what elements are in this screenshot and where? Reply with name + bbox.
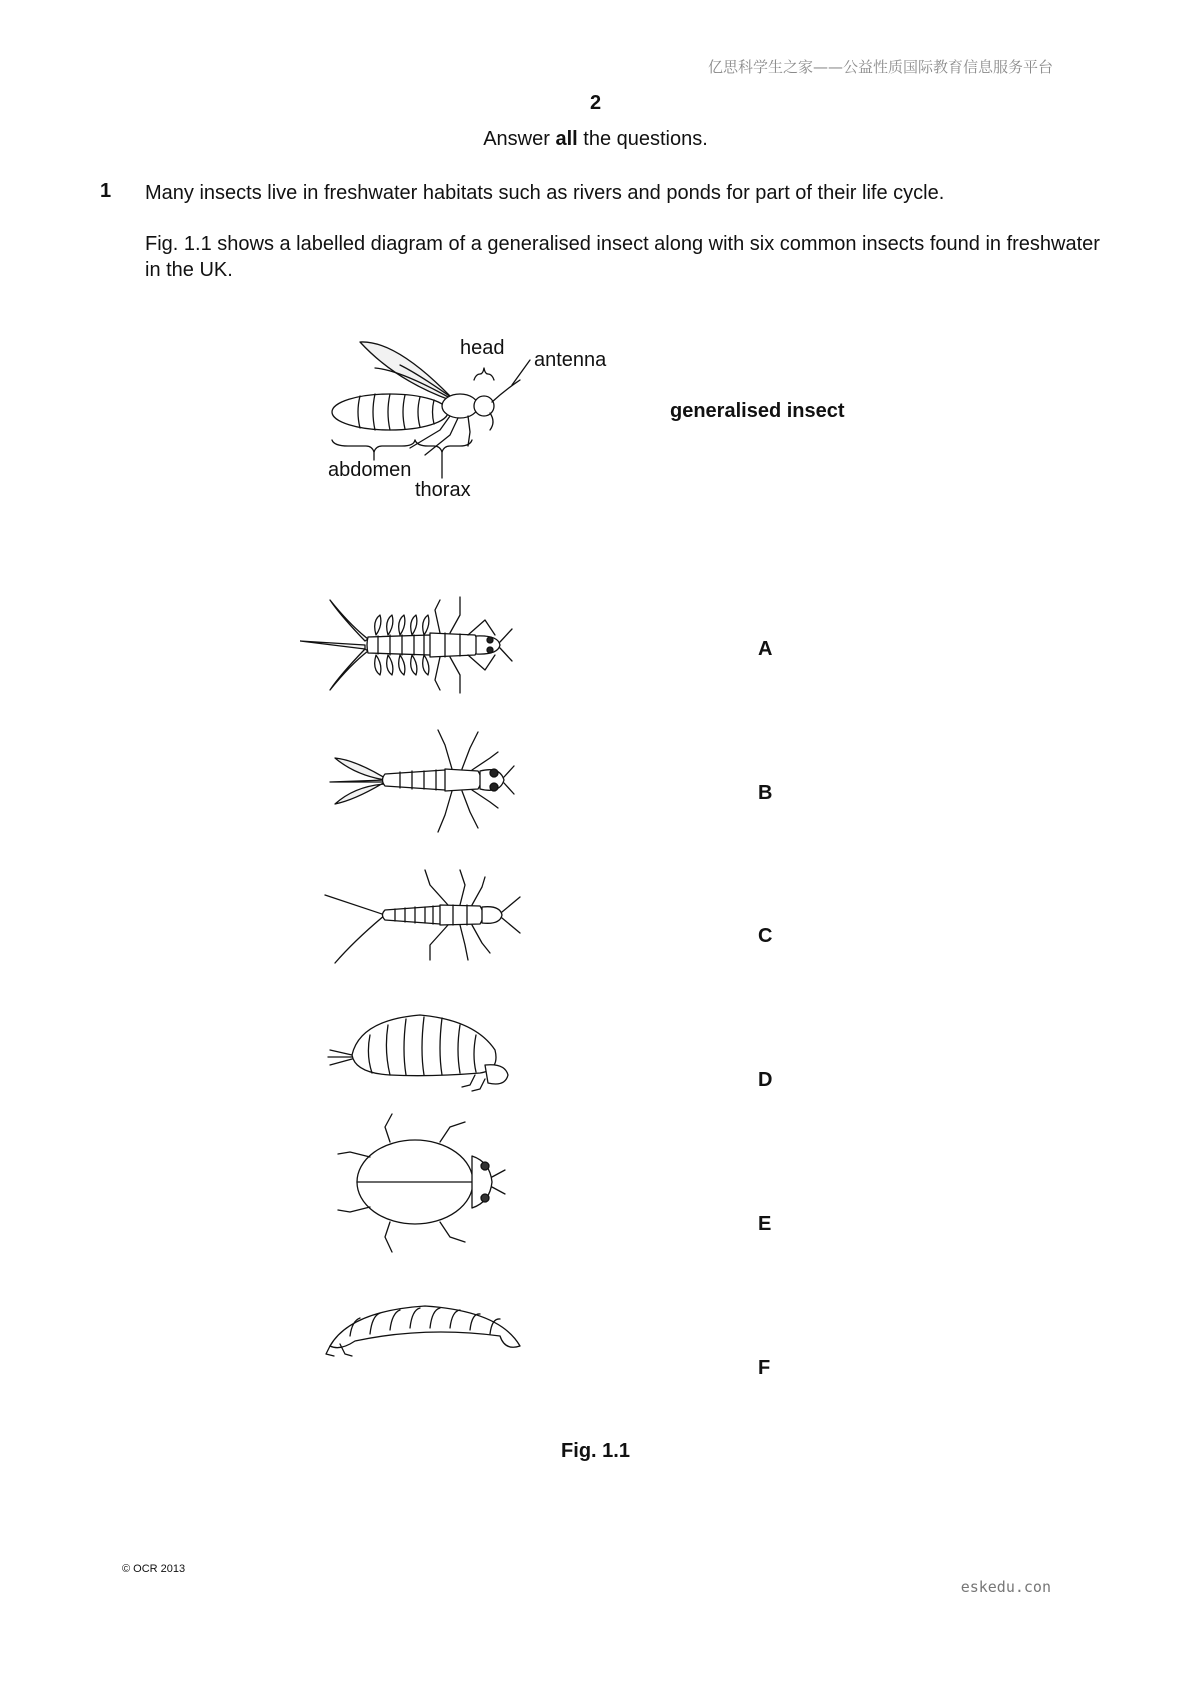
label-insect-c: C — [758, 925, 773, 947]
question-text-1: Many insects live in freshwater habitats such as rivers and ponds for part of their life cycle. — [145, 182, 945, 204]
question-text-2: Fig. 1.1 shows a labelled diagram of a generalised insect along with six common insects found in freshwater in the UK. — [145, 233, 1100, 281]
label-insect-d: D — [758, 1069, 773, 1091]
instruction-bold: all — [555, 128, 578, 150]
instruction — [0, 128, 1191, 151]
site-text: eskedu.con — [960, 1578, 1051, 1596]
antenna-leader — [512, 360, 530, 385]
insect-b-drawing — [330, 730, 514, 832]
question-number: 1 — [100, 180, 112, 202]
copyright-text: © OCR 2013 — [122, 1563, 186, 1575]
figure-caption: Fig. 1.1 — [561, 1440, 630, 1462]
instruction-post: the questions. — [577, 128, 708, 150]
abdomen-brace — [332, 440, 415, 452]
label-insect-f: F — [758, 1357, 771, 1379]
insect-e-drawing — [338, 1114, 505, 1252]
insect-f-drawing — [326, 1306, 520, 1356]
insect-c-drawing — [325, 870, 520, 963]
label-thorax: thorax — [415, 479, 471, 501]
page-number: 2 — [589, 92, 602, 114]
figure-insects — [300, 320, 700, 1420]
label-antenna: antenna — [534, 349, 607, 371]
label-insect-b: B — [758, 782, 773, 804]
generalised-insect-label: generalised insect — [670, 400, 845, 422]
insect-a-drawing — [300, 597, 512, 693]
label-insect-a: A — [758, 638, 773, 660]
watermark-text: 亿思科学生之家——公益性质国际教育信息服务平台 — [707, 58, 1053, 76]
instruction-pre: Answer — [483, 128, 556, 150]
label-abdomen: abdomen — [328, 459, 412, 481]
label-insect-e: E — [758, 1213, 772, 1235]
thorax-brace — [415, 440, 472, 452]
insect-d-drawing — [328, 1015, 508, 1091]
label-head: head — [460, 337, 505, 359]
head-brace — [474, 368, 494, 380]
